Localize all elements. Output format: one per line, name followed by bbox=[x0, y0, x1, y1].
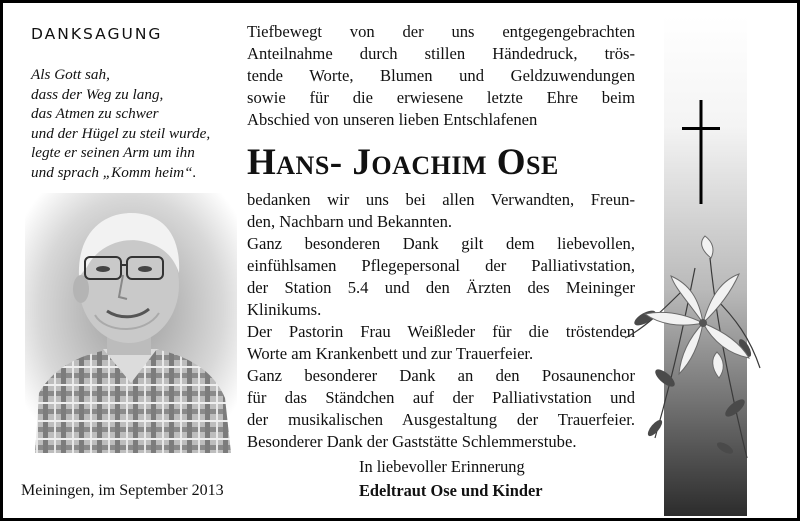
poem-line: und sprach „Komm heim“. bbox=[31, 163, 197, 181]
text-line: der Station 5.4 und den Ärzten des Meininger bbox=[247, 278, 635, 297]
text-line: einfühlsamen Pflegepersonal der Palliativstation, bbox=[247, 256, 635, 275]
intro-text bbox=[247, 21, 635, 131]
text-line: der musikalischen Ausgestaltung der Trauerfeier. bbox=[247, 410, 635, 429]
poem-line: das Atmen zu schwer bbox=[31, 105, 159, 123]
text-line: Ganz besonderen Dank gilt dem liebevollen, bbox=[247, 234, 635, 253]
text-line: den, Nachbarn und Bekannten. bbox=[247, 212, 453, 231]
text-line: Abschied von unseren lieben Entschlafenen bbox=[247, 110, 538, 129]
poem bbox=[31, 65, 251, 183]
text-line: Besonderer Dank der Gaststätte Schlemmerstube. bbox=[247, 432, 577, 451]
text-line: Tiefbewegt von der uns entgegengebrachten bbox=[247, 22, 635, 41]
text-line: tende Worte, Blumen und Geldzuwendungen bbox=[247, 66, 635, 85]
poem-line: und der Hügel zu steil wurde, bbox=[31, 124, 211, 142]
poem-line: Als Gott sah, bbox=[31, 66, 110, 83]
flower-bouquet bbox=[615, 228, 765, 478]
heading: DANKSAGUNG bbox=[31, 25, 163, 43]
text-line: Klinikums. bbox=[247, 300, 322, 319]
place-date: Meiningen, im September 2013 bbox=[21, 482, 224, 499]
closing-text: In liebevoller Erinnerung bbox=[359, 457, 525, 476]
portrait-photo bbox=[25, 193, 237, 453]
text-line: Ganz besonderer Dank an den Posaunenchor bbox=[247, 366, 635, 385]
poem-line: dass der Weg zu lang, bbox=[31, 85, 164, 103]
text-line: Anteilnahme durch stillen Händedruck, trös- bbox=[247, 44, 635, 63]
text-line: sowie für die erwiesene letzte Ehre beim bbox=[247, 88, 635, 107]
signature: Edeltraut Ose und Kinder bbox=[359, 481, 543, 500]
text-line: Der Pastorin Frau Weißleder für die tröstenden bbox=[247, 322, 635, 341]
closing-block bbox=[359, 455, 543, 503]
text-line: Worte am Krankenbett und zur Trauerfeier. bbox=[247, 344, 534, 363]
deceased-name: Hans- Joachim Ose bbox=[247, 142, 559, 183]
poem-line: legte er seinen Arm um ihn bbox=[31, 144, 195, 162]
text-line: für das Ständchen auf der Palliativstation und bbox=[247, 388, 635, 407]
cross-icon bbox=[682, 100, 720, 204]
body-text bbox=[247, 189, 635, 453]
text-line: bedanken wir uns bei allen Verwandten, Freun- bbox=[247, 190, 635, 209]
